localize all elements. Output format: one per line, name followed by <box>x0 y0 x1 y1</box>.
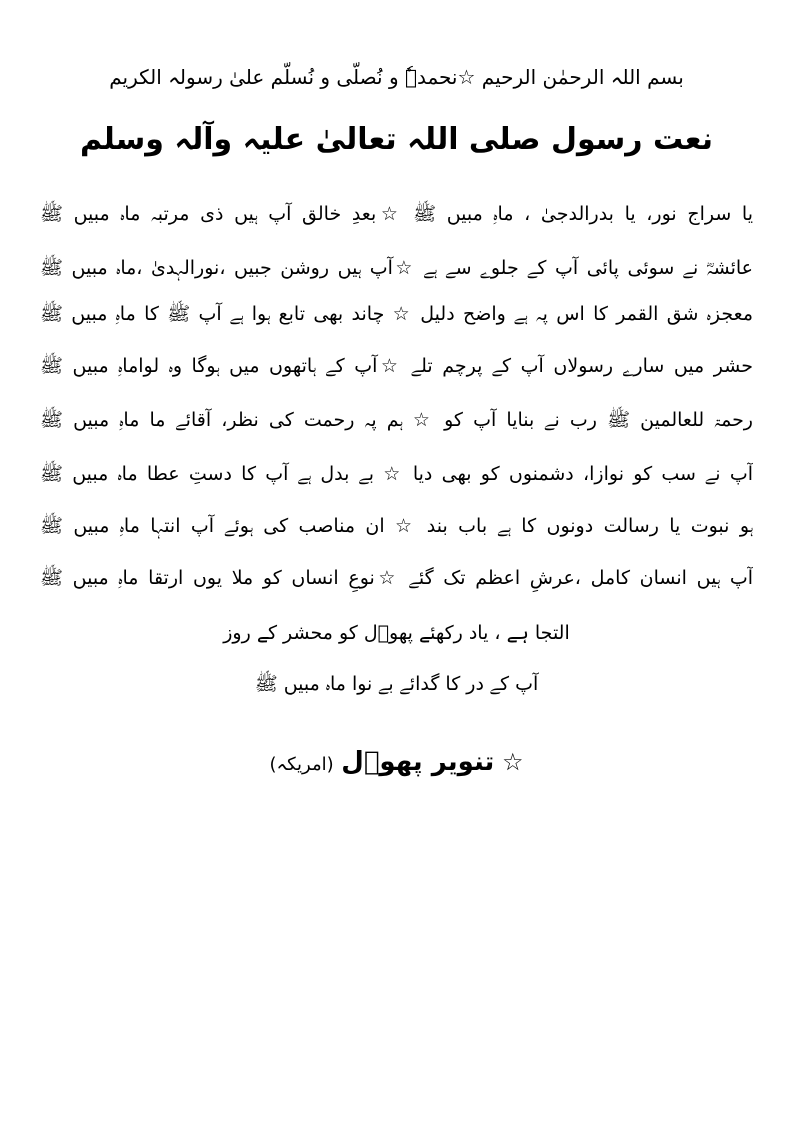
verse-line-2: عائشہؓ نے سوئی پائی آپ کے جلوے سے ہے ☆آپ ہیں روشن جبیں ،نورالہدیٰ ،ماہ مبیں ﷺ <box>40 257 753 279</box>
verse-line-8: آپ ہیں انسان کامل ،عرشِ اعظم تک گئے ☆نوعِ انساں کو ملا یوں ارتقا ماہِ مبیں ﷺ <box>40 567 753 589</box>
verse-line-5: رحمۃ للعالمین ﷺ رب نے بنایا آپ کو ☆ ہم پہ رحمت کی نظر، آقائے ما ماہِ مبیں ﷺ <box>40 409 753 431</box>
verse-line-3: معجزہ شق القمر کا اس پہ ہے واضح دلیل ☆ چاند بھی تابع ہوا ہے آپ ﷺ کا ماہِ مبیں ﷺ <box>40 303 753 325</box>
verse-line-7: ہو نبوت یا رسالت دونوں کا ہے باب بند ☆ ان مناصب کی ہوئے آپ انتہا ماہِ مبیں ﷺ <box>40 515 753 537</box>
verse-line-4: حشر میں سارے رسولاں آپ کے پرچم تلے ☆آپ کے ہاتھوں میں ہوگا وہ لواماہِ مبیں ﷺ <box>40 355 753 377</box>
verse-line-9: التجا ہے ، یاد رکھئے پھوؔل کو محشر کے روز <box>223 622 570 644</box>
verse-line-10: آپ کے در کا گدائے بے نوا ماہ مبیں ﷺ <box>254 673 539 695</box>
page-title: نعت رسول صلی اللہ تعالیٰ علیہ وآلہ وسلم <box>80 122 713 157</box>
bismillah-line: بسم اللہ الرحمٰن الرحیم ☆نحمدہٗ و نُصلّی و نُسلّم علیٰ رسولہ الکریم <box>109 65 684 89</box>
poet-name: تنویر پھوؔل <box>341 747 495 777</box>
star-icon: ☆ <box>501 748 524 776</box>
verse-line-6: آپ نے سب کو نوازا، دشمنوں کو بھی دیا ☆ بے بدل ہے آپ کا دستِ عطا ماہ مبیں ﷺ <box>40 463 753 485</box>
poet-signature <box>40 742 753 785</box>
poet-location: (امریکہ) <box>269 754 334 775</box>
verse-line-1: یا سراج نور، یا بدرالدجیٰ ، ماہِ مبیں ﷺ ☆بعدِ خالق آپ ہیں ذی مرتبہ ماہ مبیں ﷺ <box>40 203 753 225</box>
